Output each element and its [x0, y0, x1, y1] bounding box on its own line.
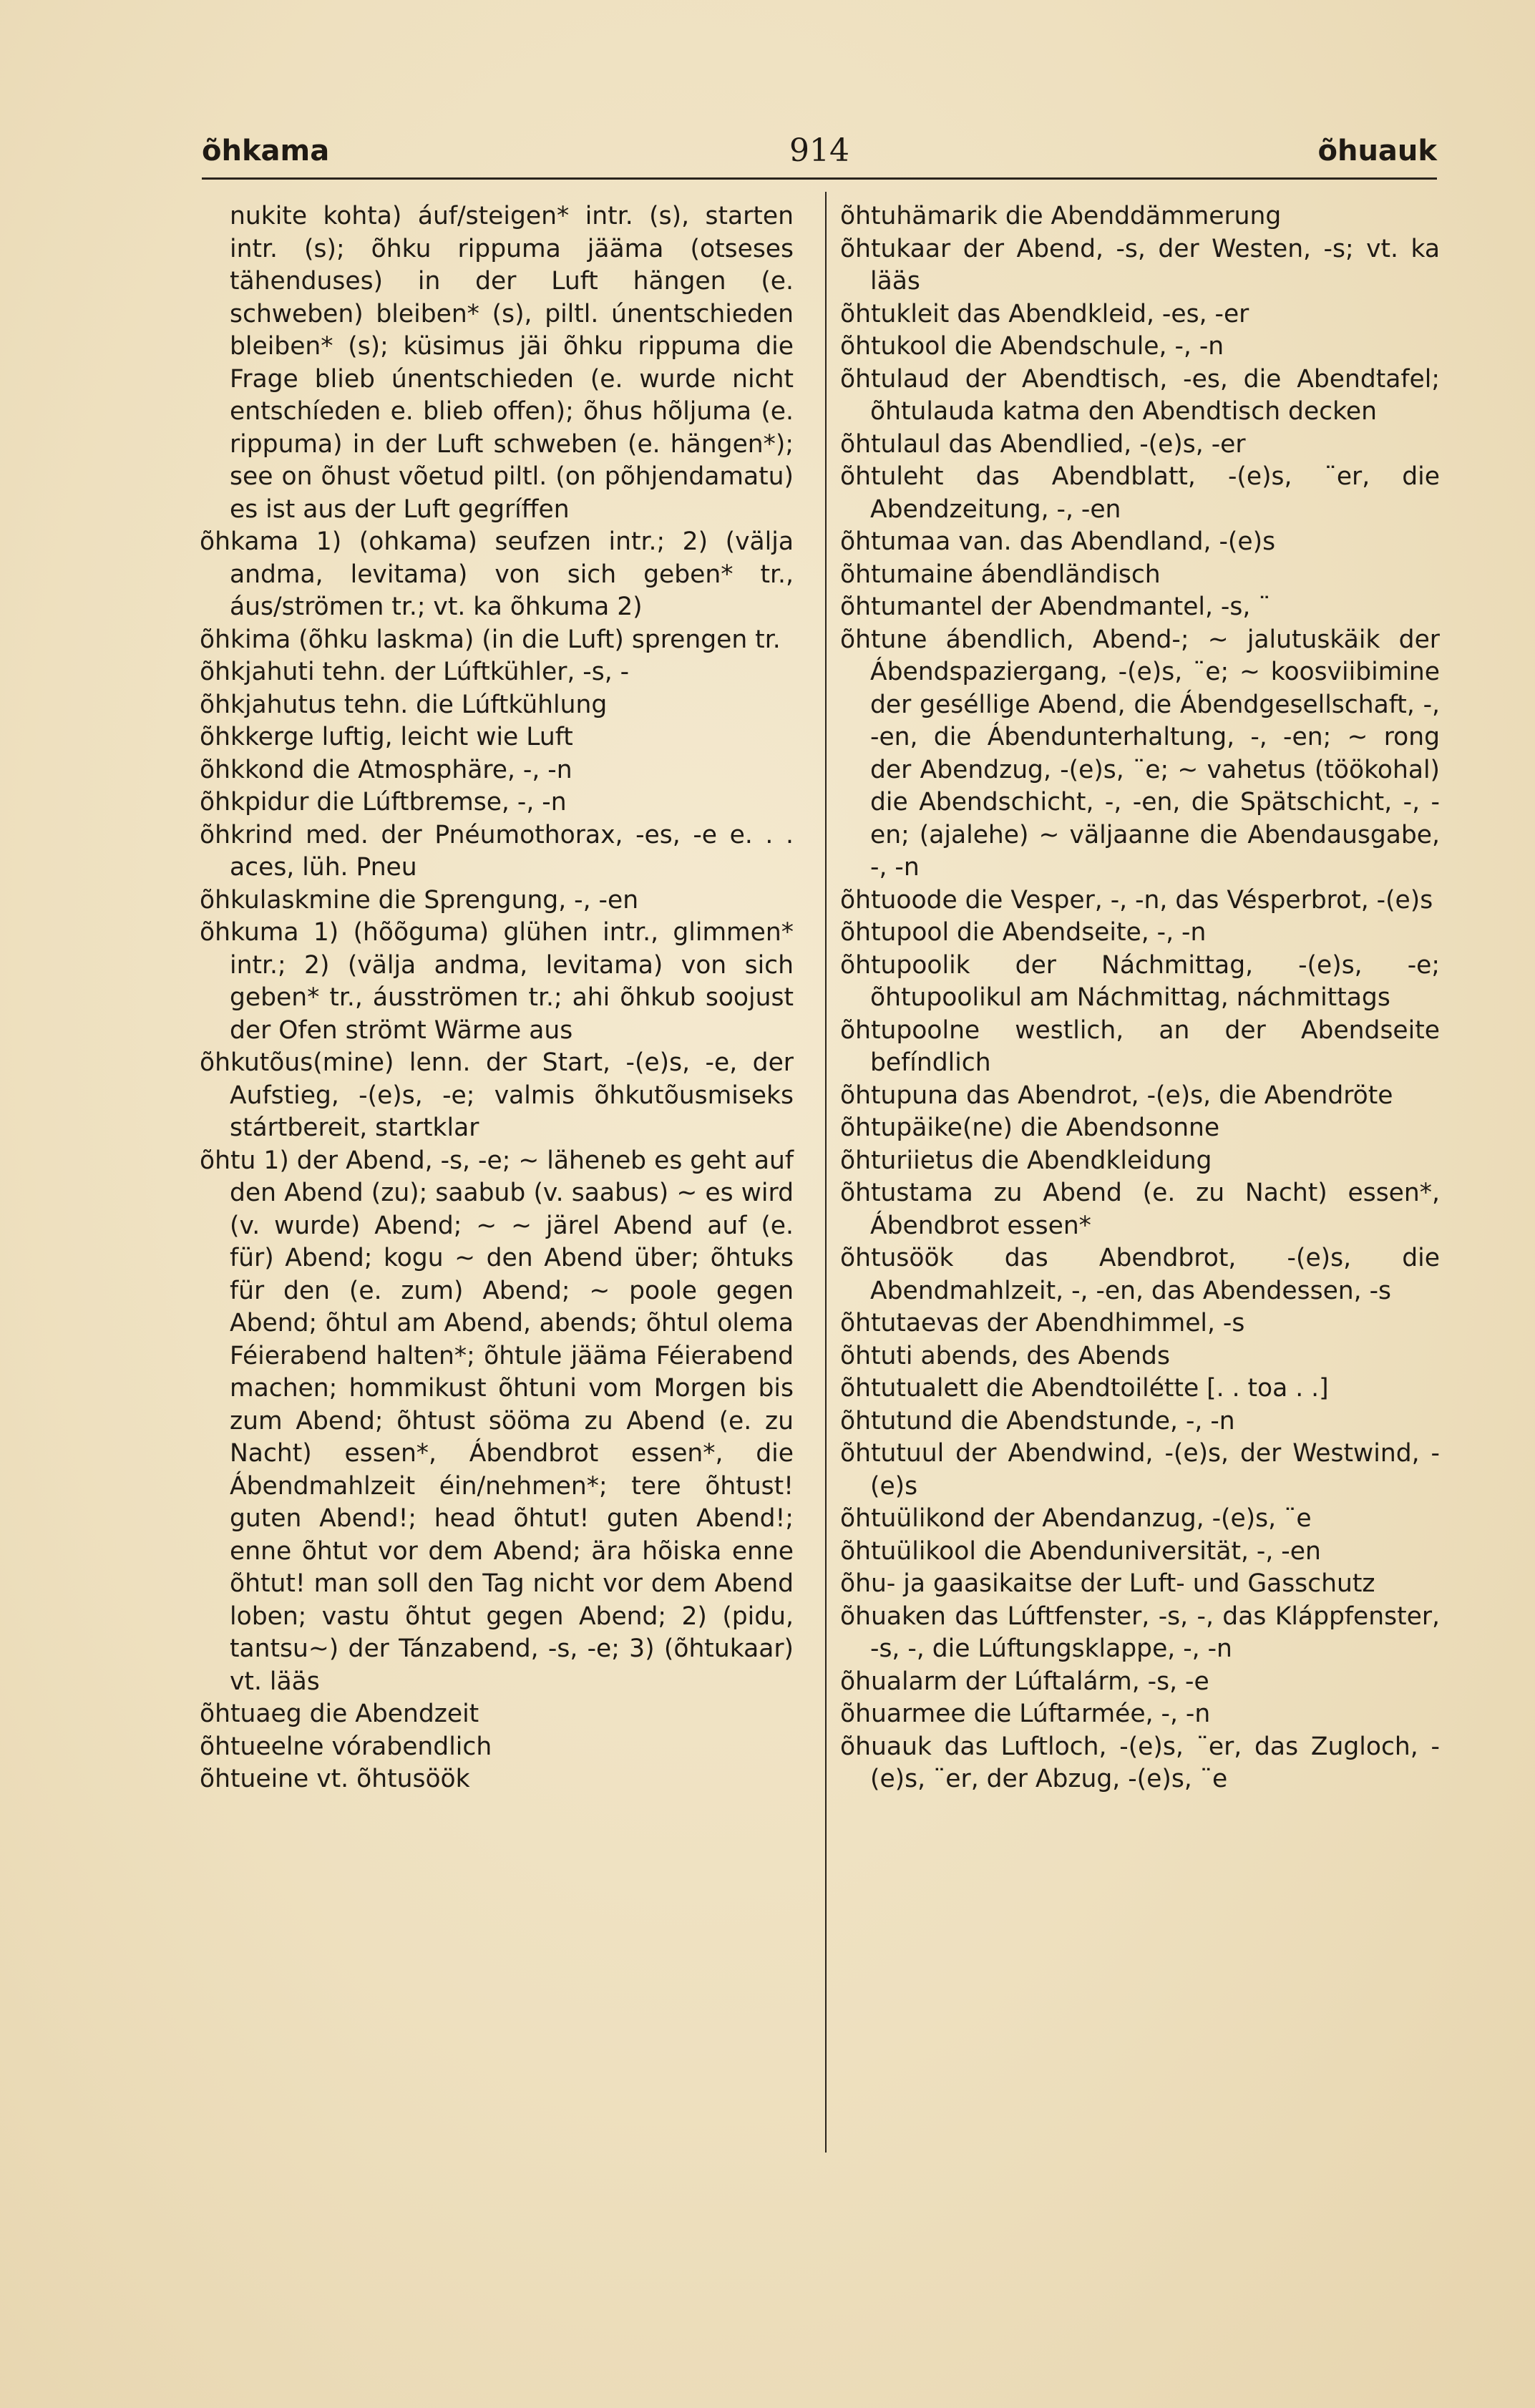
- right-column: [840, 200, 1440, 1796]
- page-number: 914: [789, 132, 849, 169]
- dictionary-entry: õhtupoolne westlich, an der Abendseite befíndlich: [840, 1015, 1440, 1077]
- dictionary-entry: õhkulaskmine die Sprengung, -, -en: [200, 885, 639, 915]
- dictionary-entry: õhtumaa van. das Abendland, -(e)s: [840, 527, 1276, 556]
- dictionary-entry: õhtuoode die Vesper, -, -n, das Vésperbrot, -(e)s: [840, 885, 1433, 915]
- dictionary-entry: õhkpidur die Lúftbremse, -, -n: [200, 788, 567, 817]
- dictionary-entry: õhuaken das Lúftfenster, -s, -, das Kláppfenster, -s, -, die Lúftungsklappe, -, -n: [840, 1602, 1440, 1663]
- dictionary-entry: õhkkond die Atmosphäre, -, -n: [200, 755, 572, 784]
- dictionary-entry: õhtupool die Abendseite, -, -n: [840, 918, 1207, 947]
- column-divider: [825, 192, 827, 2153]
- dictionary-entry: õhkama 1) (ohkama) seufzen intr.; 2) (välja andma, levitama) von sich geben* tr., áus/strömen tr.; vt. ka õhkuma 2): [200, 527, 794, 621]
- dictionary-entry: õhtusöök das Abendbrot, -(e)s, die Abendmahlzeit, -, -en, das Abendessen, -s: [840, 1244, 1440, 1305]
- dictionary-entry: õhtutund die Abendstunde, -, -n: [840, 1406, 1235, 1435]
- left-column: [200, 200, 794, 1796]
- dictionary-entry: õhualarm der Lúftalárm, -s, -e: [840, 1667, 1209, 1696]
- dictionary-entry: õhtune ábendlich, Abend-; ~ jalutuskäik der Ábendspaziergang, -(e)s, ¨e; ~ koosviibimine der geséllige Abend, die Ábendgesellschaft, -, -en, die Ábendunterhaltung, -, -en; ~ rong der Abendzug, -(e)s, ¨e; ~ vahetus (töökohal) die Abendschicht, -, -en, die Spätschicht, -, -en; (ajalehe) ~ väljaanne die Abendausgabe, -, -n: [840, 625, 1440, 882]
- dictionary-entry: õhtumaine ábendländisch: [840, 560, 1161, 589]
- dictionary-entry: õhtulaud der Abendtisch, -es, die Abendtafel; õhtulauda katma den Abendtisch decken: [840, 364, 1440, 426]
- dictionary-entry: õhkuma 1) (hõõguma) glühen intr., glimmen* intr.; 2) (välja andma, levitama) von sich geben* tr., áusströmen tr.; ahi õhkub soojust der Ofen strömt Wärme aus: [200, 918, 794, 1045]
- header-rule: [202, 177, 1437, 180]
- dictionary-entry: õhtutaevas der Abendhimmel, -s: [840, 1309, 1245, 1337]
- dictionary-entry: õhtupäike(ne) die Abendsonne: [840, 1113, 1220, 1142]
- right-guide-word: õhuauk: [1317, 135, 1437, 167]
- dictionary-entry: õhtumantel der Abendmantel, -s, ¨: [840, 593, 1271, 621]
- dictionary-entry: õhtupuna das Abendrot, -(e)s, die Abendröte: [840, 1081, 1393, 1110]
- dictionary-entry: õhtuülikond der Abendanzug, -(e)s, ¨e: [840, 1504, 1312, 1533]
- dictionary-entry: õhtukaar der Abend, -s, der Westen, -s; vt. ka lääs: [840, 234, 1440, 296]
- dictionary-entry: nukite kohta) áuf/steigen* intr. (s), starten intr. (s); õhku rippuma jääma (otseses tähenduses) in der Luft hängen (e. schweben) bleiben* (s), piltl. únentschieden bleiben* (s); küsimus jäi õhku rippuma die Frage blieb únentschieden (e. wurde nicht entschíeden e. blieb offen); õhus hõljuma (e. rippuma) in der Luft schweben (e. hängen*); see on õhust võetud piltl. (on põhjendamatu) es ist aus der Luft gegríffen: [230, 202, 794, 524]
- dictionary-entry: õhkrind med. der Pnéumothorax, -es, -e e. . . aces, lüh. Pneu: [200, 820, 794, 882]
- dictionary-entry: õhkjahuti tehn. der Lúftkühler, -s, -: [200, 658, 630, 686]
- dictionary-entry: õhuarmee die Lúftarmée, -, -n: [840, 1700, 1211, 1728]
- dictionary-entry: õhuauk das Luftloch, -(e)s, ¨er, das Zugloch, -(e)s, ¨er, der Abzug, -(e)s, ¨e: [840, 1732, 1440, 1793]
- dictionary-entry: õhkutõus(mine) lenn. der Start, -(e)s, -e, der Aufstieg, -(e)s, -e; valmis õhkutõusmiseks stártbereit, startklar: [200, 1048, 794, 1142]
- dictionary-entry: õhturiietus die Abendkleidung: [840, 1146, 1212, 1175]
- dictionary-entry: õhtuhämarik die Abenddämmerung: [840, 202, 1282, 230]
- dictionary-entry: õhtukleit das Abendkleid, -es, -er: [840, 299, 1249, 328]
- dictionary-entry: õhtutualett die Abendtoilétte [. . toa . .]: [840, 1374, 1329, 1403]
- dictionary-entry: õhkjahutus tehn. die Lúftkühlung: [200, 690, 608, 719]
- dictionary-entry: õhtutuul der Abendwind, -(e)s, der Westwind, -(e)s: [840, 1439, 1440, 1501]
- dictionary-entry: õhtu 1) der Abend, -s, -e; ~ läheneb es geht auf den Abend (zu); saabub (v. saabus) ~ es wird (v. wurde) Abend; ~ ~ järel Abend auf (e. für) Abend; kogu ~ den Abend über; õhtuks für den (e. zum) Abend; ~ poole gegen Abend; õhtul am Abend, abends; õhtul olema Féierabend halten*; õhtule jääma Féierabend machen; hommikust õhtuni vom Morgen bis zum Abend; õhtust sööma zu Abend (e. zu Nacht) essen*, Ábendbrot essen*, die Ábendmahlzeit éin/nehmen*; tere õhtust! guten Abend!; head õhtut! guten Abend!; enne õhtut vor dem Abend; ära hõiska enne õhtut! man soll den Tag nicht vor dem Abend loben; vastu õhtut gegen Abend; 2) (pidu, tantsu~) der Tánzabend, -s, -e; 3) (õhtukaar) vt. lääs: [200, 1146, 794, 1696]
- left-guide-word: õhkama: [202, 135, 330, 167]
- dictionary-entry: õhtuülikool die Abenduniversität, -, -en: [840, 1536, 1321, 1566]
- dictionary-entry: õhkkerge luftig, leicht wie Luft: [200, 723, 573, 751]
- dictionary-entry: õhtuleht das Abendblatt, -(e)s, ¨er, die Abendzeitung, -, -en: [840, 462, 1440, 524]
- dictionary-entry: õhtuaeg die Abendzeit: [200, 1700, 479, 1728]
- dictionary-entry: õhtulaul das Abendlied, -(e)s, -er: [840, 429, 1246, 459]
- dictionary-entry: õhtueelne vórabendlich: [200, 1732, 492, 1761]
- dictionary-entry: õhtueine vt. õhtusöök: [200, 1765, 470, 1793]
- dictionary-entry: õhkima (õhku laskma) (in die Luft) sprengen tr.: [200, 625, 781, 654]
- dictionary-entry: õhtustama zu Abend (e. zu Nacht) essen*, Ábendbrot essen*: [840, 1179, 1440, 1240]
- page-header: [202, 116, 1437, 173]
- dictionary-entry: õhtuti abends, des Abends: [840, 1341, 1170, 1370]
- dictionary-entry: õhtukool die Abendschule, -, -n: [840, 332, 1224, 361]
- dictionary-entry: õhtupoolik der Náchmittag, -(e)s, -e; õhtupoolikul am Náchmittag, náchmittags: [840, 950, 1440, 1012]
- dictionary-entry: õhu- ja gaasikaitse der Luft- und Gasschutz: [840, 1569, 1375, 1598]
